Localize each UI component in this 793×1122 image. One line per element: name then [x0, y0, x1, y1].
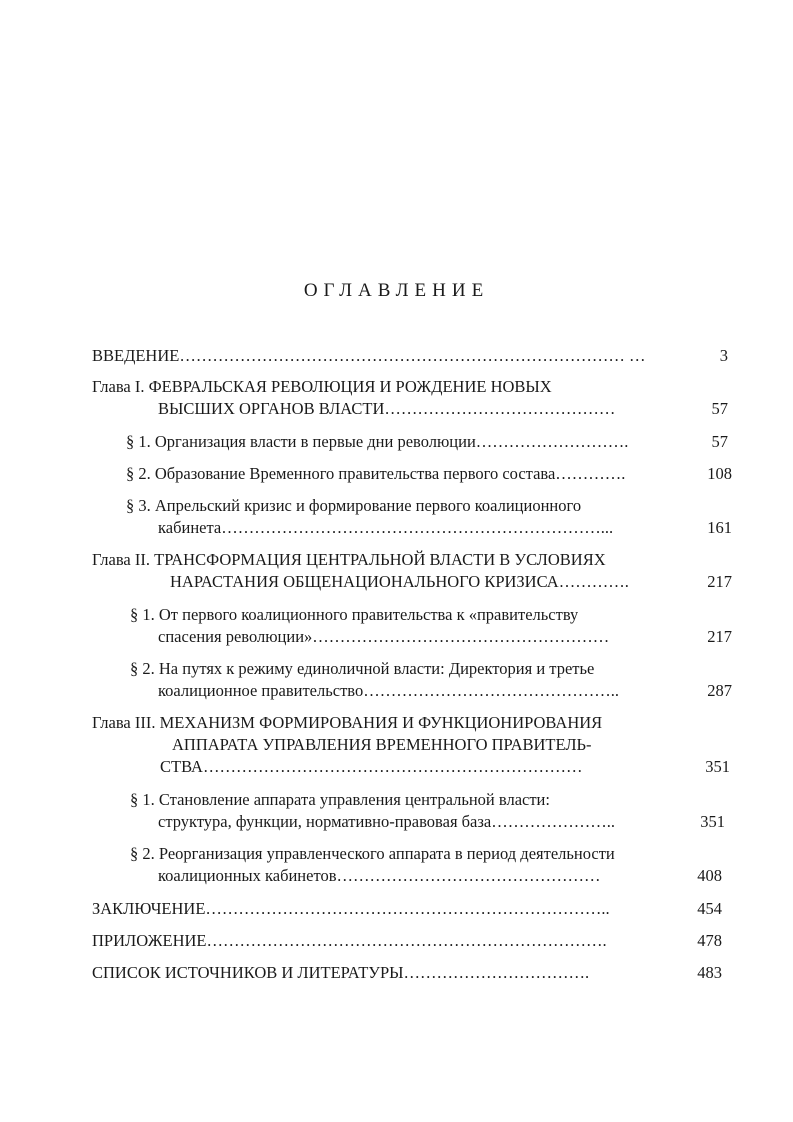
toc-chapter-3-section-1-line-2: структура, функции, нормативно-правовая база…………………..: [158, 812, 615, 831]
toc-chapter-3-section-2-line-1: § 2. Реорганизация управленческого аппарата в период деятельности: [130, 844, 615, 863]
toc-entry-bibliography: СПИСОК ИСТОЧНИКОВ И ЛИТЕРАТУРЫ…………………………….: [92, 963, 590, 982]
toc-chapter-2-section-1-line-2: спасения революции»………………………………………………: [158, 627, 610, 646]
toc-chapter-3-section-1-line-1: § 1. Становление аппарата управления центральной власти:: [130, 790, 550, 809]
toc-chapter-1-section-1: § 1. Организация власти в первые дни революции……………………….: [126, 432, 629, 451]
toc-chapter-2-line-1: Глава II. ТРАНСФОРМАЦИЯ ЦЕНТРАЛЬНОЙ ВЛАСТИ В УСЛОВИЯХ: [92, 550, 606, 569]
toc-page-number: 351: [700, 812, 725, 831]
toc-page-number: 478: [697, 931, 722, 950]
toc-chapter-2-line-2: НАРАСТАНИЯ ОБЩЕНАЦИОНАЛЬНОГО КРИЗИСА………….: [170, 572, 629, 591]
toc-chapter-3-section-2-line-2: коалиционных кабинетов…………………………………………: [158, 866, 601, 885]
toc-page-number: 351: [705, 757, 730, 776]
toc-page-number: 454: [697, 899, 722, 918]
toc-entry-appendix: ПРИЛОЖЕНИЕ……………………………………………………………….: [92, 931, 607, 950]
toc-chapter-3-line-2: АППАРАТА УПРАВЛЕНИЯ ВРЕМЕННОГО ПРАВИТЕЛЬ-: [172, 735, 592, 754]
toc-page-number: 3: [719, 346, 728, 365]
toc-chapter-3-line-1: Глава III. МЕХАНИЗМ ФОРМИРОВАНИЯ И ФУНКЦИОНИРОВАНИЯ: [92, 713, 603, 732]
toc-chapter-2-section-1-line-1: § 1. От первого коалиционного правительства к «правительству: [130, 605, 579, 624]
toc-page-number: 483: [697, 963, 722, 982]
toc-chapter-2-section-2-line-1: § 2. На путях к режиму единоличной власти: Директория и третье: [130, 659, 595, 678]
toc-page-number: 287: [707, 681, 732, 700]
toc-entry-introduction: ВВЕДЕНИЕ……………………………………………………………………… …: [92, 346, 646, 365]
toc-chapter-1-section-3-line-1: § 3. Апрельский кризис и формирование первого коалиционного: [126, 496, 582, 515]
toc-chapter-3-line-3: СТВА……………………………………………………………: [160, 757, 583, 776]
toc-chapter-1-line-2: ВЫСШИХ ОРГАНОВ ВЛАСТИ……………………………………: [158, 399, 616, 418]
toc-chapter-1-section-3-line-2: кабинета……………………………………………………………...: [158, 518, 614, 537]
toc-page-number: 108: [707, 464, 732, 483]
toc-page-number: 217: [707, 627, 732, 646]
toc-page-number: 217: [707, 572, 732, 591]
toc-entry-conclusion: ЗАКЛЮЧЕНИЕ………………………………………………………………..: [92, 899, 610, 918]
toc-page-number: 57: [711, 432, 728, 451]
toc-chapter-2-section-2-line-2: коалиционное правительство………………………………………..: [158, 681, 619, 700]
toc-chapter-1-line-1: Глава I. ФЕВРАЛЬСКАЯ РЕВОЛЮЦИЯ И РОЖДЕНИЕ НОВЫХ: [92, 377, 552, 396]
toc-page-number: 161: [707, 518, 732, 537]
toc-page-number: 57: [711, 399, 728, 418]
toc-page-number: 408: [697, 866, 722, 885]
toc-chapter-1-section-2: § 2. Образование Временного правительства первого состава………….: [126, 464, 626, 483]
page-title: ОГЛАВЛЕНИЕ: [303, 280, 490, 301]
